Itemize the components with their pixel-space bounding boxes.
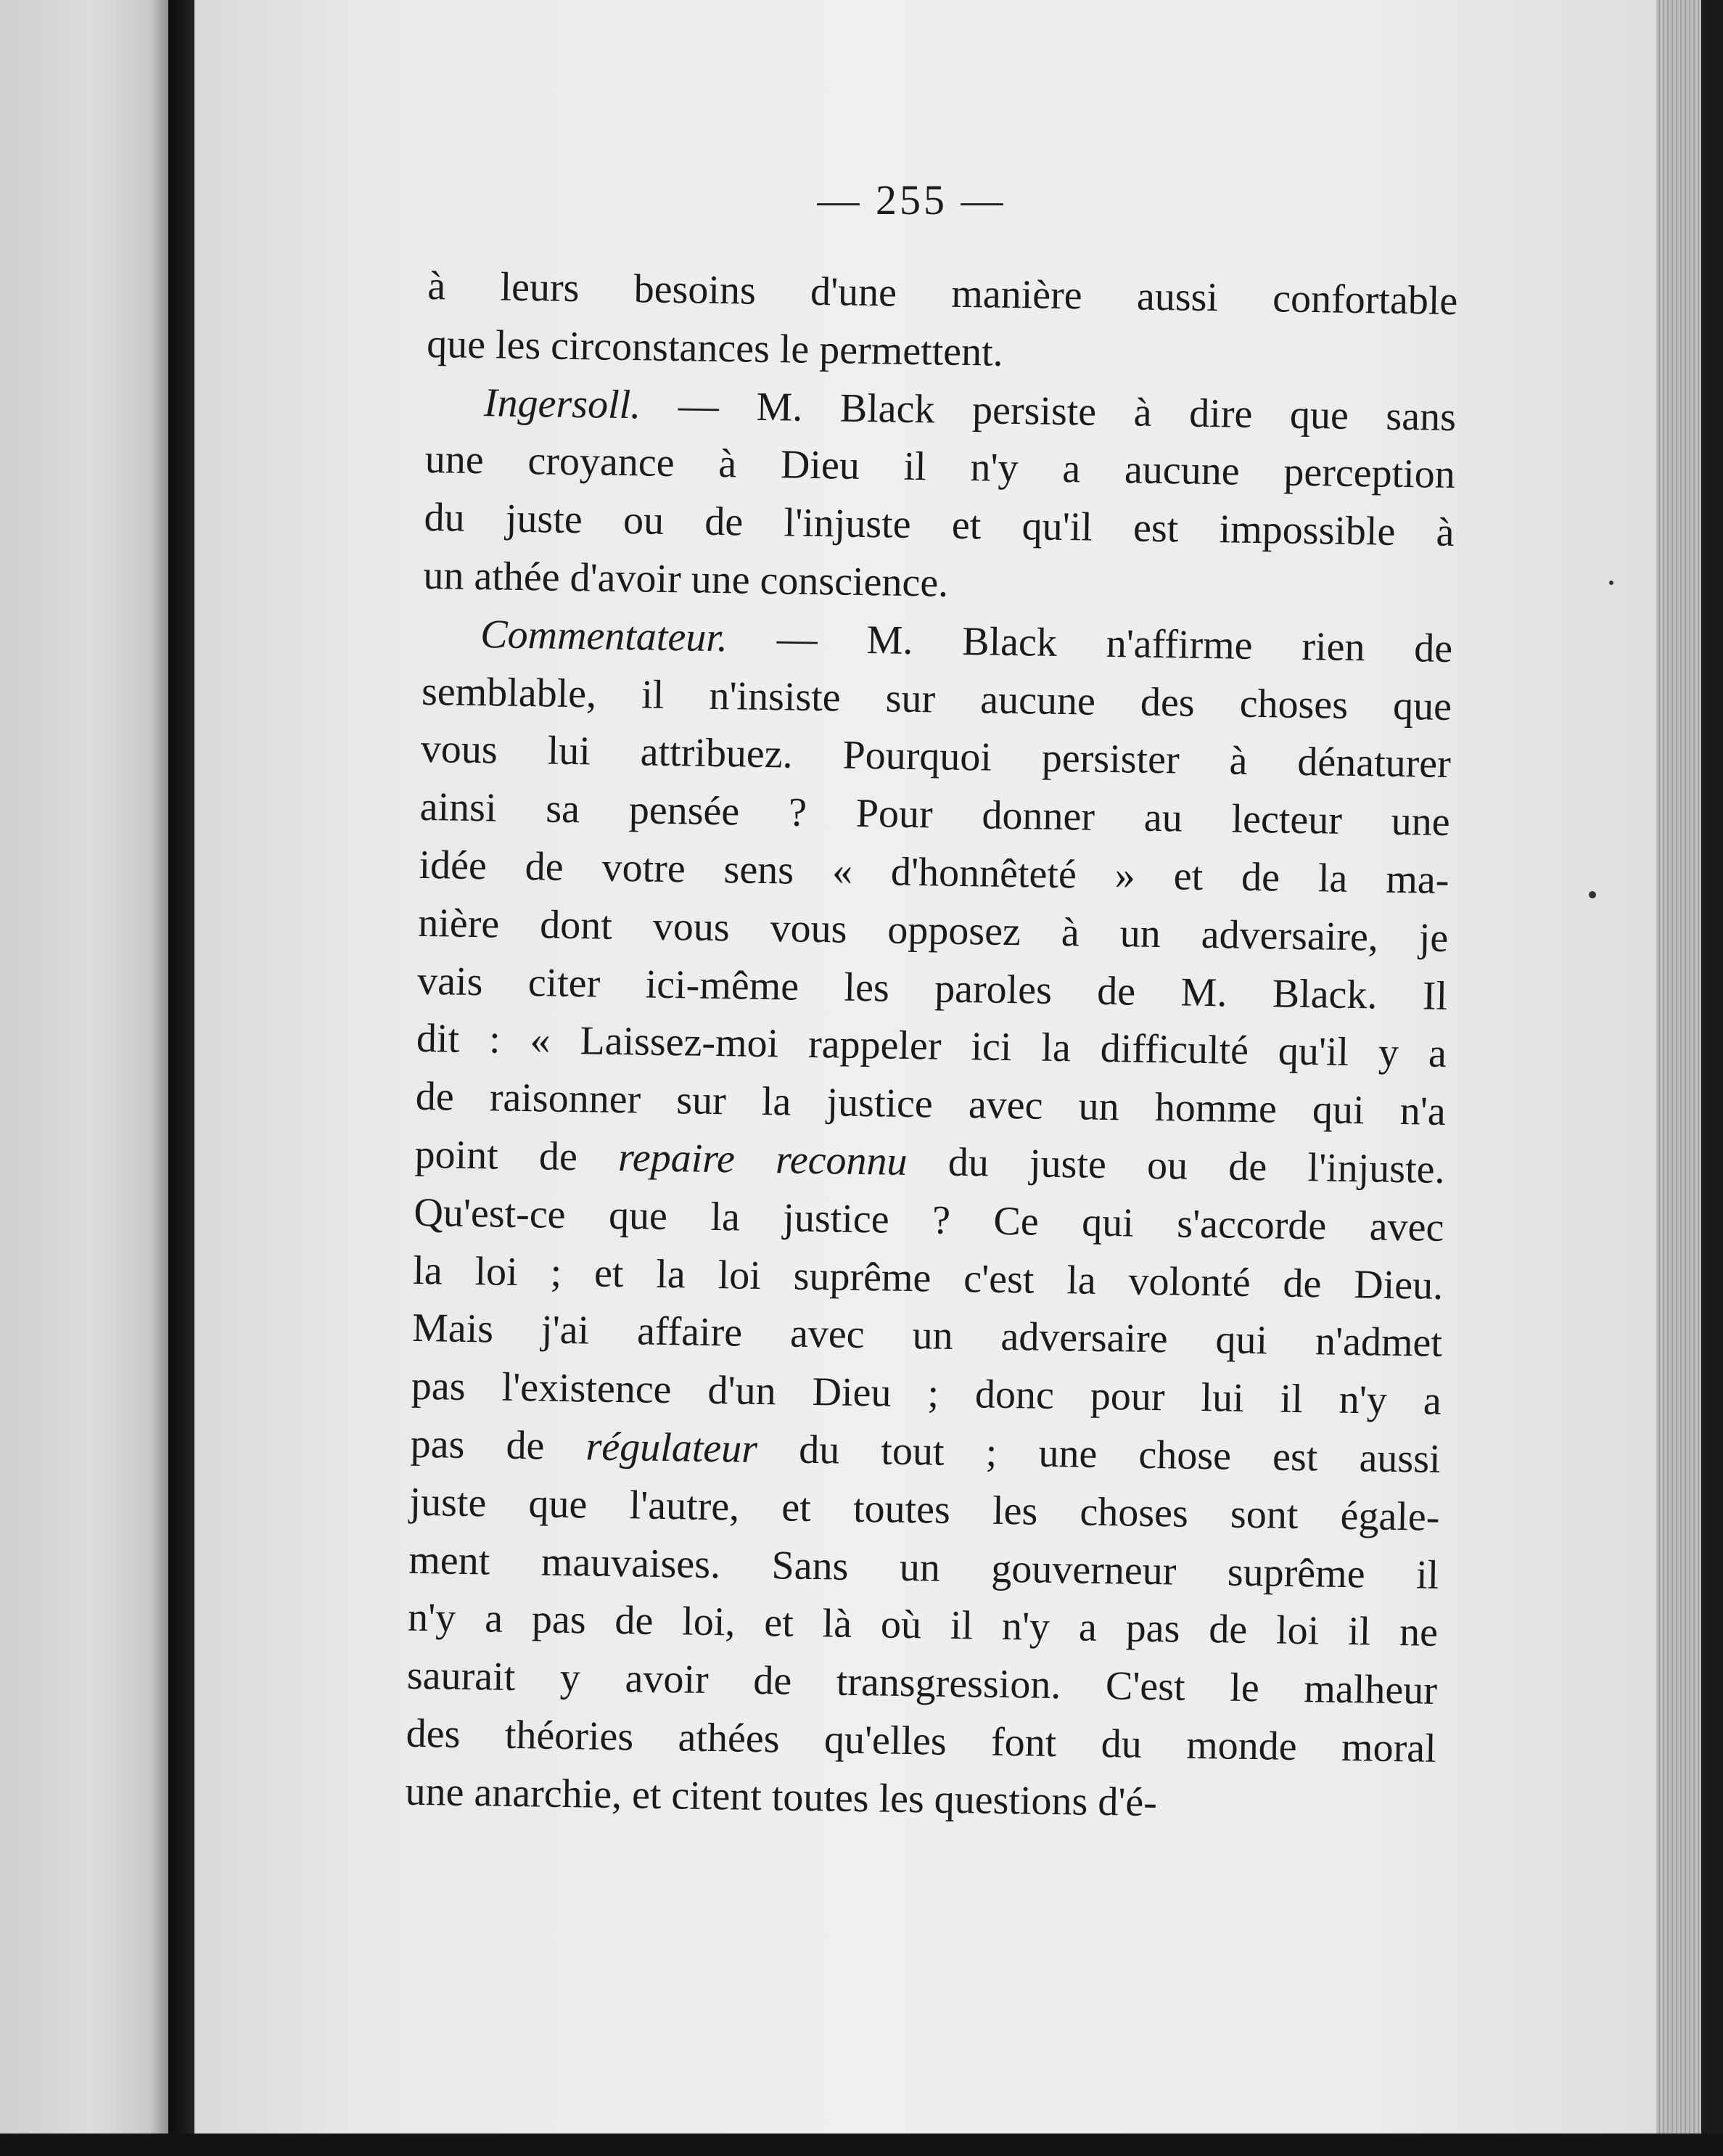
text-line: ment mauvaises. Sans un gouverneur suprême il: [408, 1537, 1439, 1598]
text-line: la loi ; et la loi suprême c'est la volonté de Dieu.: [412, 1247, 1444, 1308]
text-line: des théories athées qu'elles font du monde moral: [406, 1710, 1437, 1771]
line-text: point de: [414, 1131, 619, 1180]
line-text: — M. Black persiste à dire que sans: [640, 382, 1457, 440]
page-number: — 255 —: [817, 176, 1006, 224]
page-edges: [1656, 0, 1701, 2134]
body-text: [405, 258, 1458, 1836]
line-text: du juste ou de l'injuste.: [907, 1139, 1445, 1192]
scan-border-right: [1701, 0, 1723, 2156]
text-line: pas l'existence d'un Dieu ; donc pour lui il n'y a: [411, 1363, 1442, 1425]
speaker-name: Commentateur.: [480, 611, 728, 660]
text-line: semblable, il n'insiste sur aucune des choses que: [421, 668, 1452, 729]
scan-border-bottom: [0, 2134, 1723, 2156]
text-line: vous lui attribuez. Pourquoi persister à dénaturer: [420, 726, 1452, 787]
line-text: du tout ; une chose est aussi: [757, 1426, 1442, 1482]
text-line: n'y a pas de loi, et là où il n'y a pas de loi il ne: [407, 1595, 1439, 1656]
emphasized-text: régulateur: [585, 1424, 758, 1472]
text-line: à leurs besoins d'une manière aussi confortable: [427, 263, 1458, 324]
book-gutter: [168, 0, 197, 2156]
text-line: de raisonner sur la justice avec un homme qui n'a: [415, 1074, 1447, 1135]
text-line: que les circonstances le permettent.: [426, 321, 1004, 375]
text-line: ainsi sa pensée ? Pour donner au lecteur une: [419, 784, 1451, 845]
text-line: une anarchie, et citent toutes les questions d'é-: [405, 1768, 1158, 1825]
line-text: — M. Black n'affirme rien de: [727, 615, 1453, 671]
text-line: une croyance à Dieu il n'y a aucune perception: [424, 437, 1456, 498]
line-text: pas de: [410, 1421, 587, 1470]
ink-speck: [1589, 891, 1596, 898]
text-line: dit : « Laissez-moi rappeler ici la difficulté qu'il y a: [416, 1016, 1447, 1077]
text-line: du juste ou de l'injuste et qu'il est impossible à: [424, 495, 1455, 556]
left-page-edge: [0, 0, 168, 2156]
text-line: saurait y avoir de transgression. C'est le malheur: [406, 1652, 1438, 1713]
text-line: un athée d'avoir une conscience.: [423, 552, 949, 606]
text-line: Qu'est-ce que la justice ? Ce qui s'accorde avec: [414, 1189, 1444, 1250]
text-line: juste que l'autre, et toutes les choses sont égale-: [409, 1479, 1440, 1540]
text-line: nière dont vous vous opposez à un adversaire, je: [417, 900, 1449, 961]
text-line: vais citer ici-même les paroles de M. Black. Il: [416, 958, 1448, 1019]
speaker-name: Ingersoll.: [483, 380, 641, 427]
text-line: Mais j'ai affaire avec un adversaire qui n'admet: [411, 1306, 1443, 1366]
ink-speck: [1609, 581, 1613, 585]
text-line: idée de votre sens « d'honnêteté » et de la ma-: [419, 842, 1449, 903]
emphasized-text: repaire reconnu: [617, 1134, 908, 1184]
